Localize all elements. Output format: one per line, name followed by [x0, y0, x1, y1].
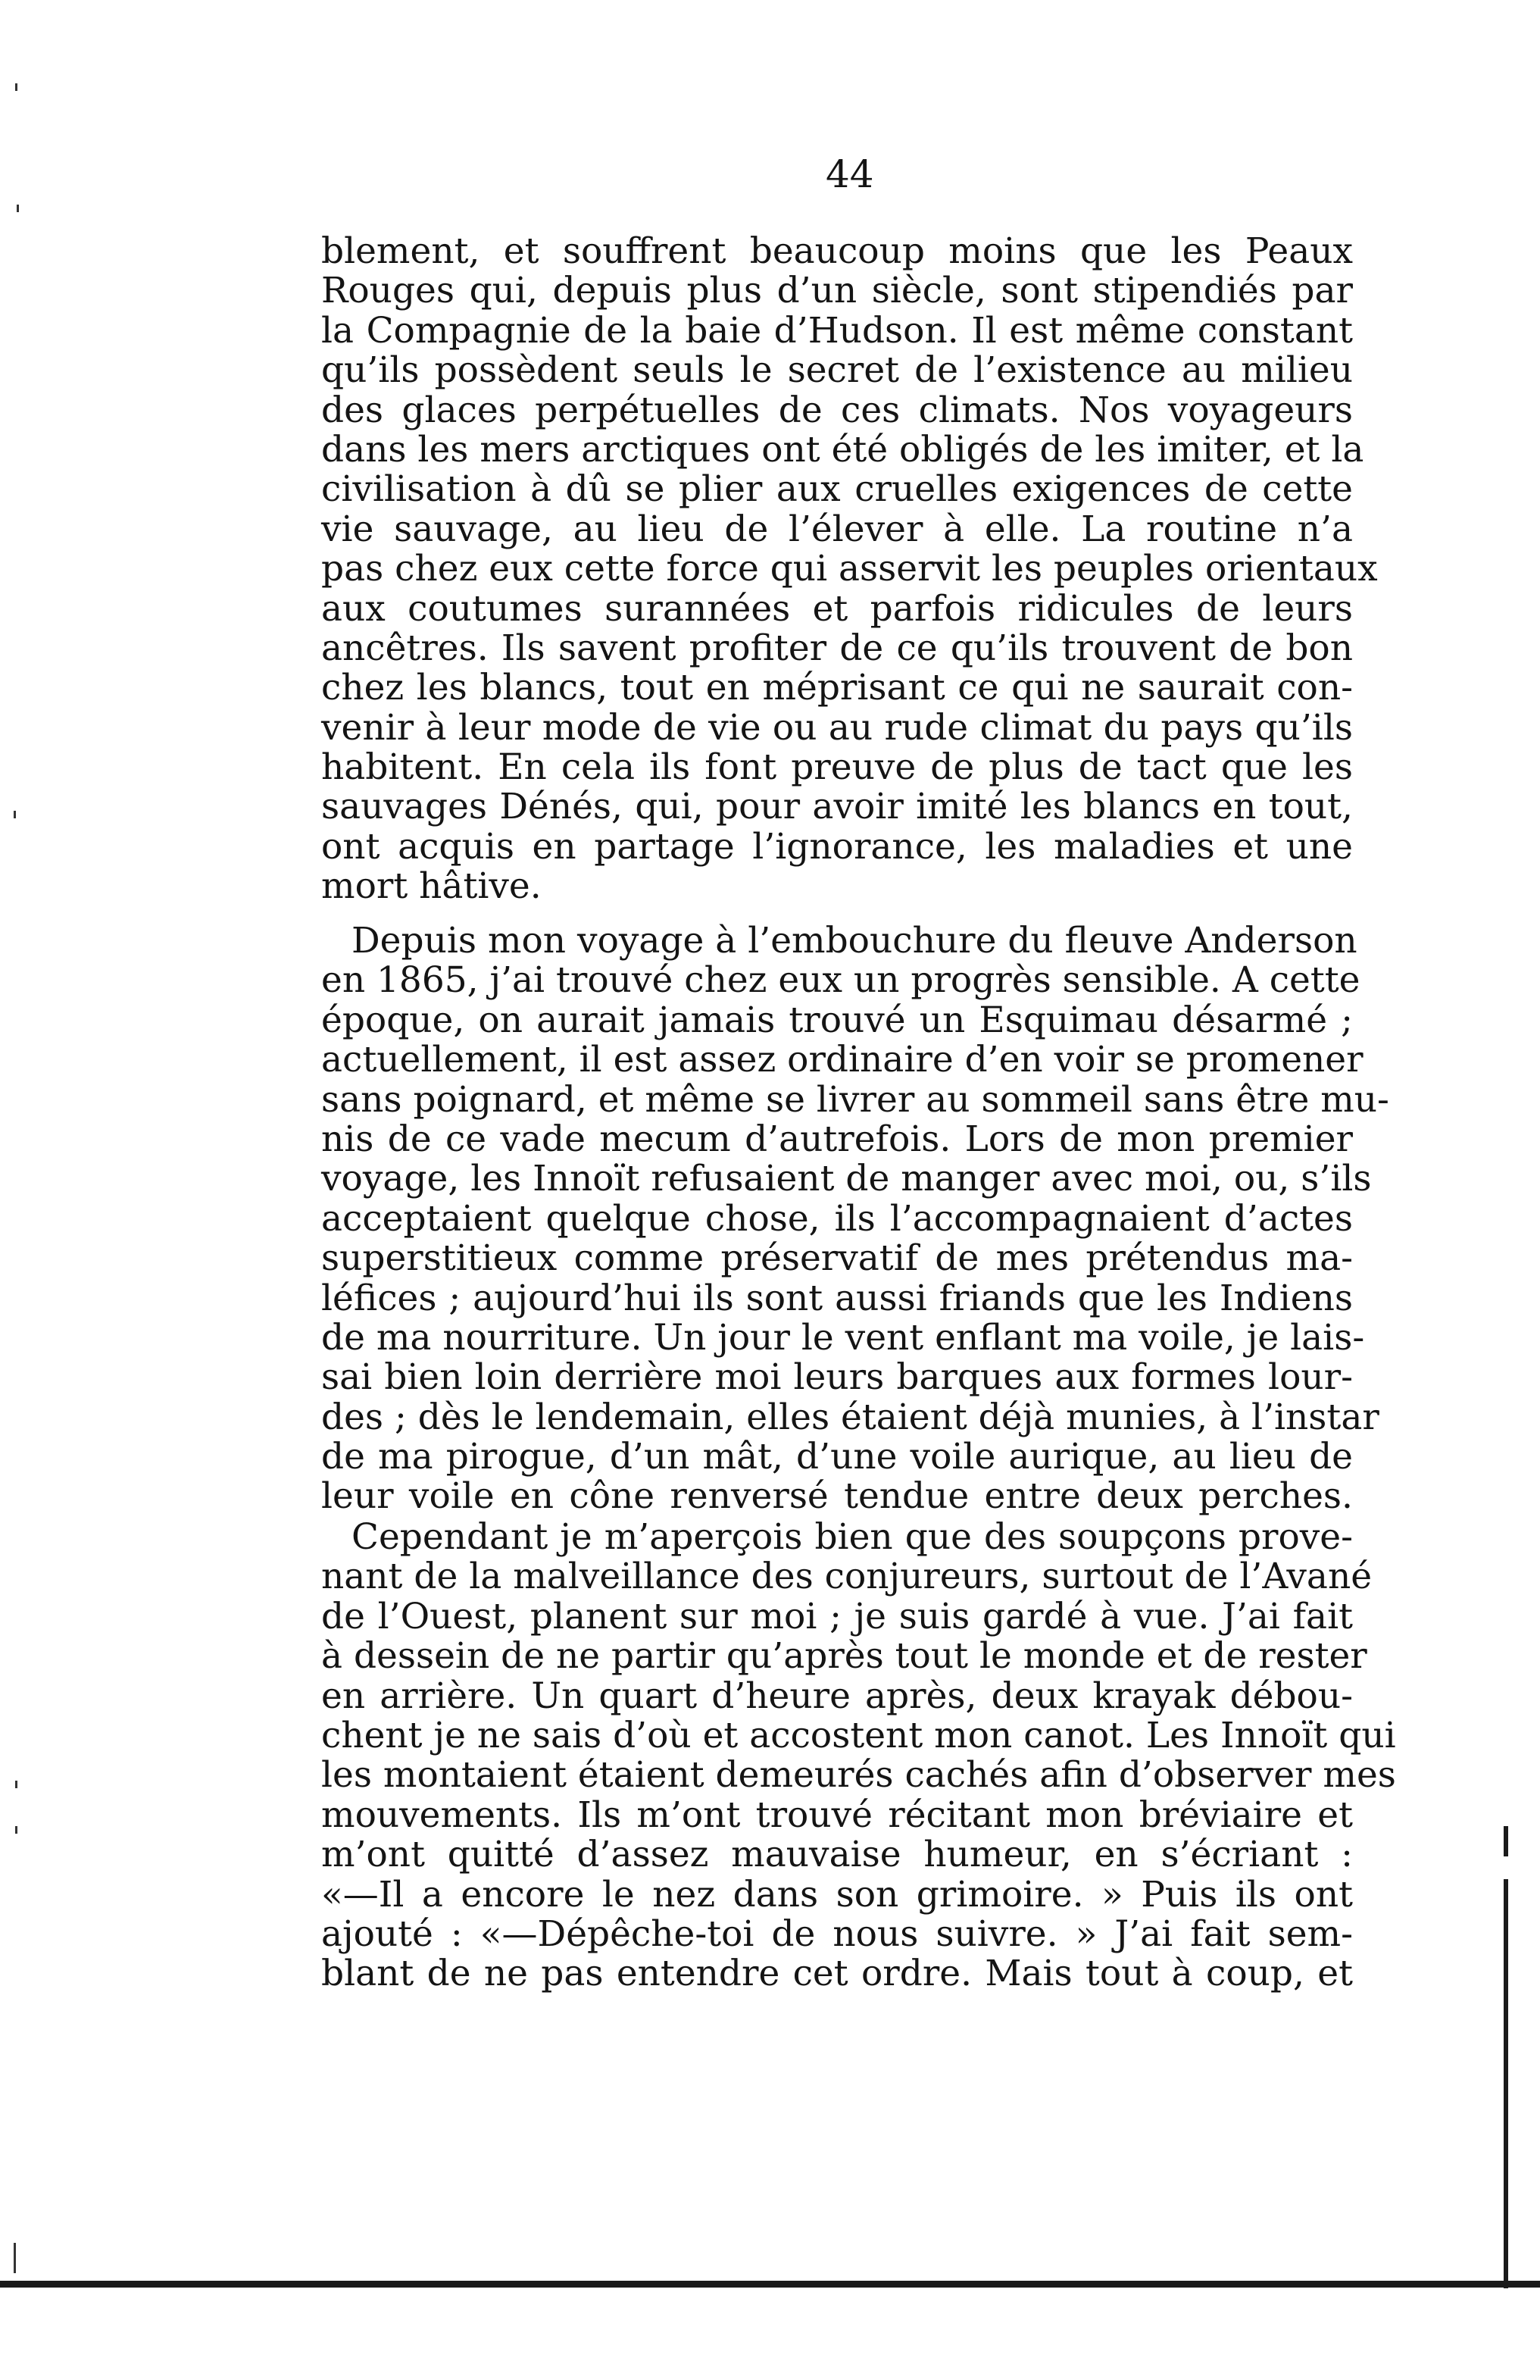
text-line: sai bien loin derrière moi leurs barques aux formes lour- — [321, 1356, 1353, 1399]
text-line: la Compagnie de la baie d’Hudson. Il est même constant — [321, 309, 1353, 352]
page-number: 44 — [826, 152, 874, 196]
text-line: à dessein de ne partir qu’après tout le monde et de rester — [321, 1635, 1367, 1678]
text-line: nant de la malveillance des conjureurs, surtout de l’Avané — [321, 1556, 1373, 1598]
text-line: nis de ce vade mecum d’autrefois. Lors de mon premier — [321, 1118, 1353, 1160]
text-line: pas chez eux cette force qui asservit les peuples orientaux — [321, 548, 1378, 590]
scan-speck — [15, 83, 17, 91]
scan-margin-specks — [6, 15, 29, 2281]
text-line: de ma pirogue, d’un mât, d’une voile aurique, au lieu de — [321, 1436, 1353, 1478]
scan-edge-mark — [1504, 1826, 1508, 1856]
text-line: actuellement, il est assez ordinaire d’en voir se promener — [321, 1039, 1364, 1081]
scan-speck — [14, 811, 16, 818]
paragraph-3 — [321, 1516, 1396, 1995]
text-line: m’ont quitté d’assez mauvaise humeur, en s’écriant : — [321, 1834, 1353, 1876]
text-line: chez les blancs, tout en méprisant ce qui ne saurait con- — [321, 667, 1353, 709]
text-line: Cependant je m’aperçois bien que des soupçons prove- — [351, 1516, 1353, 1558]
scan-speck — [14, 2243, 16, 2273]
text-line: venir à leur mode de vie ou au rude climat du pays qu’ils — [321, 706, 1353, 749]
text-line: habitent. En cela ils font preuve de plus de tact que les — [321, 746, 1353, 789]
text-line: qu’ils possèdent seuls le secret de l’existence au milieu — [321, 349, 1353, 392]
text-line: Depuis mon voyage à l’embouchure du fleuve Anderson — [351, 920, 1357, 962]
text-line: ancêtres. Ils savent profiter de ce qu’ils trouvent de bon — [321, 627, 1353, 669]
text-line: de ma nourriture. Un jour le vent enflant ma voile, je lais- — [321, 1316, 1365, 1359]
text-line: des glaces perpétuelles de ces climats. Nos voyageurs — [321, 389, 1353, 431]
text-line: sans poignard, et même se livrer au sommeil sans être mu- — [321, 1078, 1389, 1121]
text-line: leur voile en cône renversé tendue entre deux perches. — [321, 1475, 1353, 1518]
text-line: dans les mers arctiques ont été obligés de les imiter, et la — [321, 428, 1364, 471]
text-line: mouvements. Ils m’ont trouvé récitant mon bréviaire et — [321, 1794, 1353, 1836]
text-line: ont acquis en partage l’ignorance, les maladies et une — [321, 825, 1353, 868]
text-line: mort hâtive. — [321, 865, 542, 908]
scan-speck — [15, 1826, 17, 1834]
text-line: de l’Ouest, planent sur moi ; je suis gardé à vue. J’ai fait — [321, 1595, 1353, 1637]
text-line: en 1865, j’ai trouvé chez eux un progrès sensible. A cette — [321, 959, 1360, 1002]
text-line: sauvages Dénés, qui, pour avoir imité les blancs en tout, — [321, 786, 1353, 828]
text-line: acceptaient quelque chose, ils l’accompagnaient d’actes — [321, 1197, 1353, 1240]
text-line: ajouté : «—Dépêche-toi de nous suivre. » J’ai fait sem- — [321, 1912, 1353, 1955]
paragraph-2 — [321, 920, 1389, 1518]
paragraph-1 — [321, 230, 1378, 908]
text-line: civilisation à dû se plier aux cruelles exigences de cette — [321, 468, 1353, 511]
text-line: en arrière. Un quart d’heure après, deux krayak débou- — [321, 1675, 1353, 1717]
text-line: léfices ; aujourd’hui ils sont aussi friands que les Indiens — [321, 1277, 1353, 1319]
text-line: les montaient étaient demeurés cachés afin d’observer mes — [321, 1754, 1396, 1797]
text-line: aux coutumes surannées et parfois ridicules de leurs — [321, 587, 1353, 630]
text-line: vie sauvage, au lieu de l’élever à elle. La routine n’a — [321, 508, 1353, 550]
text-line: époque, on aurait jamais trouvé un Esquimau désarmé ; — [321, 999, 1353, 1041]
scan-bottom-rule — [0, 2281, 1540, 2288]
text-line: blant de ne pas entendre cet ordre. Mais tout à coup, et — [321, 1953, 1353, 1995]
text-line: blement, et souffrent beaucoup moins que les Peaux — [321, 230, 1353, 272]
text-line: voyage, les Innoït refusaient de manger avec moi, ou, s’ils — [321, 1158, 1372, 1200]
text-line: superstitieux comme préservatif de mes prétendus ma- — [321, 1237, 1353, 1280]
text-line: des ; dès le lendemain, elles étaient déjà munies, à l’instar — [321, 1396, 1379, 1438]
scan-edge-mark — [1504, 1879, 1508, 2288]
scan-speck — [15, 1781, 17, 1788]
text-line: «—Il a encore le nez dans son grimoire. » Puis ils ont — [321, 1873, 1353, 1916]
scan-speck — [17, 205, 19, 212]
text-line: Rouges qui, depuis plus d’un siècle, sont stipendiés par — [321, 270, 1353, 312]
text-line: chent je ne sais d’où et accostent mon canot. Les Innoït qui — [321, 1714, 1396, 1756]
